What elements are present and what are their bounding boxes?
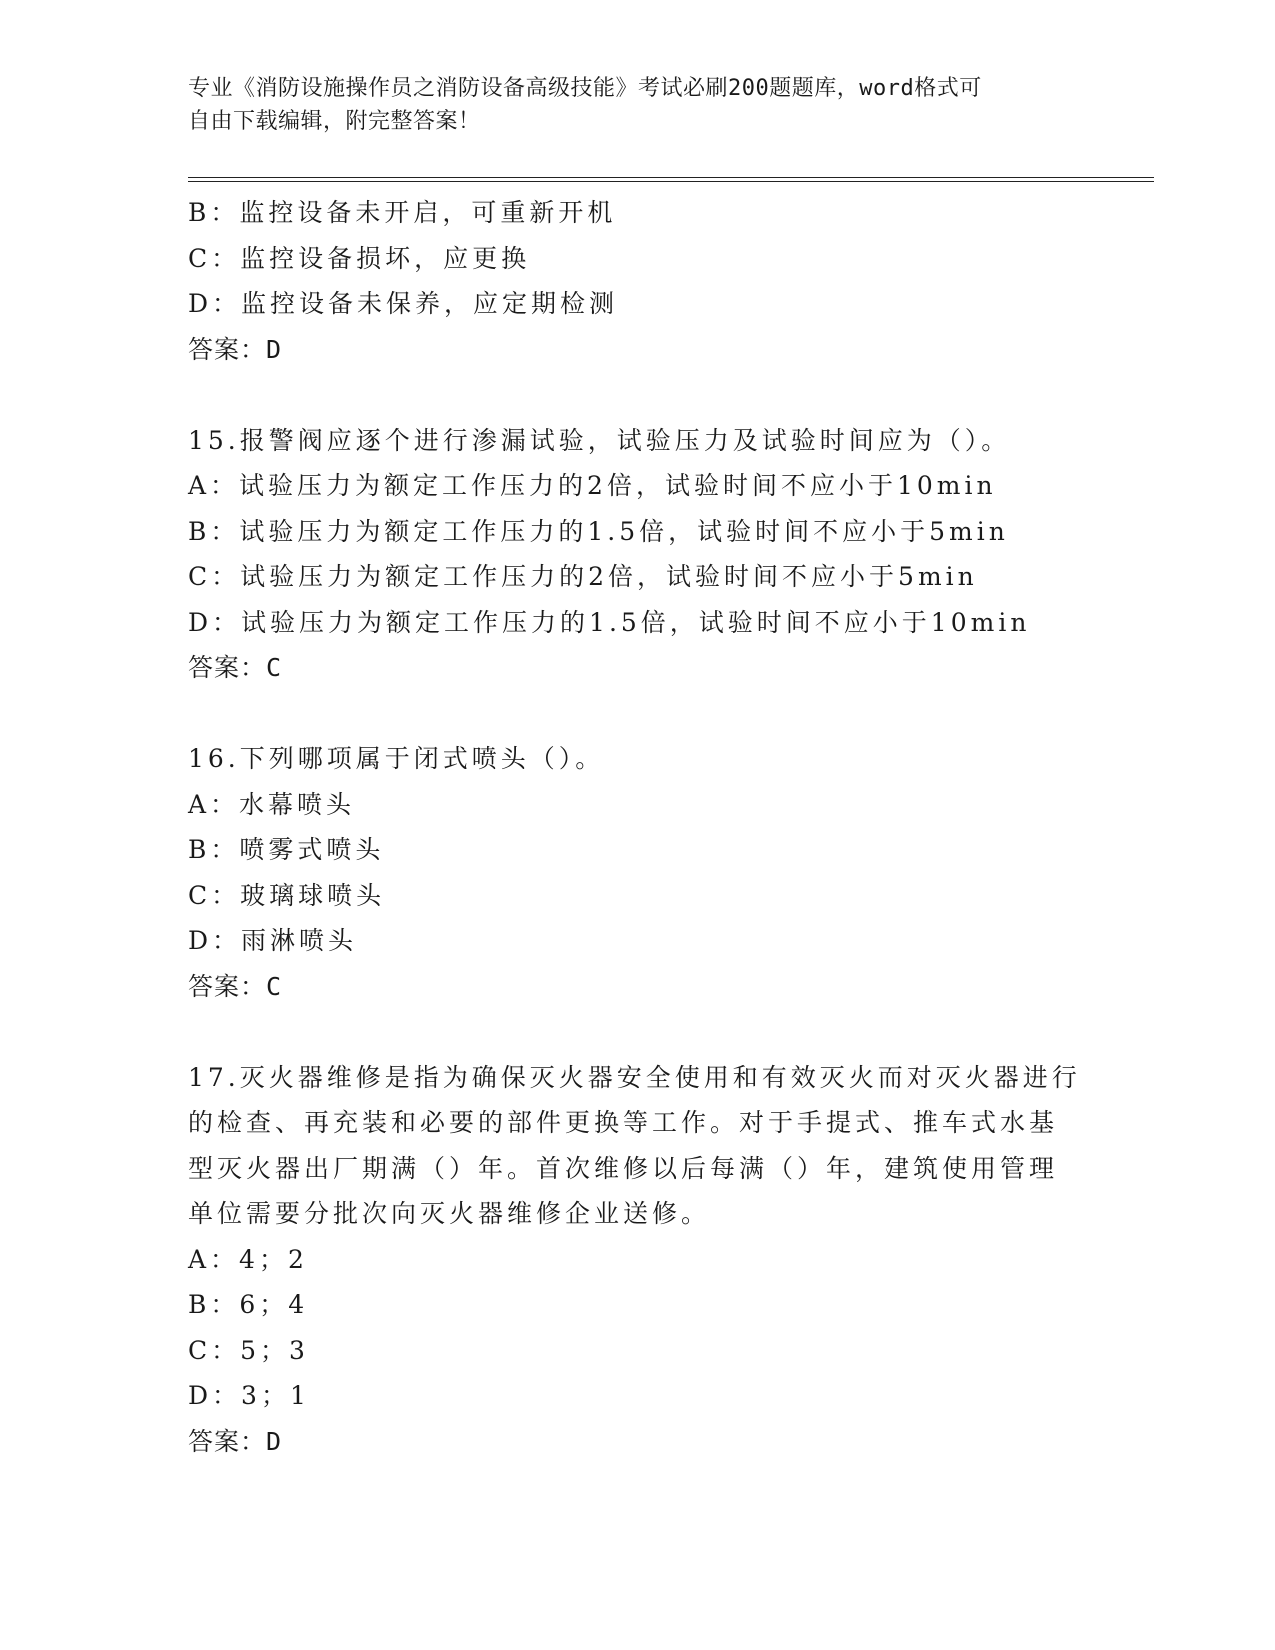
option-c: C：试验压力为额定工作压力的2倍，试验时间不应小于5min: [188, 562, 978, 591]
answer: 答案：C: [188, 971, 283, 1001]
option-b: B：喷雾式喷头: [188, 835, 385, 864]
header-title-line-2: 自由下载编辑，附完整答案！: [188, 109, 481, 134]
page-header: [188, 72, 1088, 138]
header-title-line-1: 专业《消防设施操作员之消防设备高级技能》考试必刷200题题库，word格式可: [188, 76, 982, 101]
option-d: D：监控设备未保养，应定期检测: [188, 289, 619, 318]
option-b: B：试验压力为额定工作压力的1.5倍，试验时间不应小于5min: [188, 516, 1009, 546]
option-b: B：监控设备未开启，可重新开机: [188, 198, 617, 227]
option-c: C：5；3: [188, 1335, 309, 1365]
answer: 答案：D: [188, 334, 283, 364]
option-c: C：玻璃球喷头: [188, 880, 386, 910]
spacer: [188, 372, 1088, 418]
answer: 答案：D: [188, 1426, 283, 1456]
question-stem-line-1: 17.灭火器维修是指为确保灭火器安全使用和有效灭火而对灭火器进行: [188, 1062, 1081, 1092]
answer: 答案：C: [188, 653, 283, 682]
option-a: A：4；2: [188, 1244, 308, 1274]
question-14: [188, 190, 1088, 372]
question-list: [188, 190, 1088, 1464]
question-stem-line-2: 的检查、再充装和必要的部件更换等工作。对于手提式、推车式水基: [188, 1108, 1059, 1137]
question-16: [188, 736, 1088, 1009]
option-a: A：试验压力为额定工作压力的2倍，试验时间不应小于10min: [188, 471, 997, 500]
option-d: D：雨淋喷头: [188, 926, 358, 955]
option-d: D：试验压力为额定工作压力的1.5倍，试验时间不应小于10min: [188, 607, 1031, 637]
option-d: D：3；1: [188, 1381, 310, 1410]
option-c: C：监控设备损坏，应更换: [188, 243, 531, 273]
option-a: A：水幕喷头: [188, 789, 356, 819]
question-stem-line-3: 型灭火器出厂期满（）年。首次维修以后每满（）年，建筑使用管理: [188, 1153, 1059, 1183]
question-stem-line-4: 单位需要分批次向灭火器维修企业送修。: [188, 1199, 711, 1228]
question-stem: 16.下列哪项属于闭式喷头（）。: [188, 744, 605, 773]
question-stem: 15.报警阀应逐个进行渗漏试验，试验压力及试验时间应为（）。: [188, 425, 1011, 455]
question-15: [188, 418, 1088, 691]
spacer: [188, 1009, 1088, 1055]
header-divider: [188, 177, 1154, 182]
spacer: [188, 691, 1088, 737]
option-b: B：6；4: [188, 1290, 309, 1319]
question-17: [188, 1055, 1088, 1465]
